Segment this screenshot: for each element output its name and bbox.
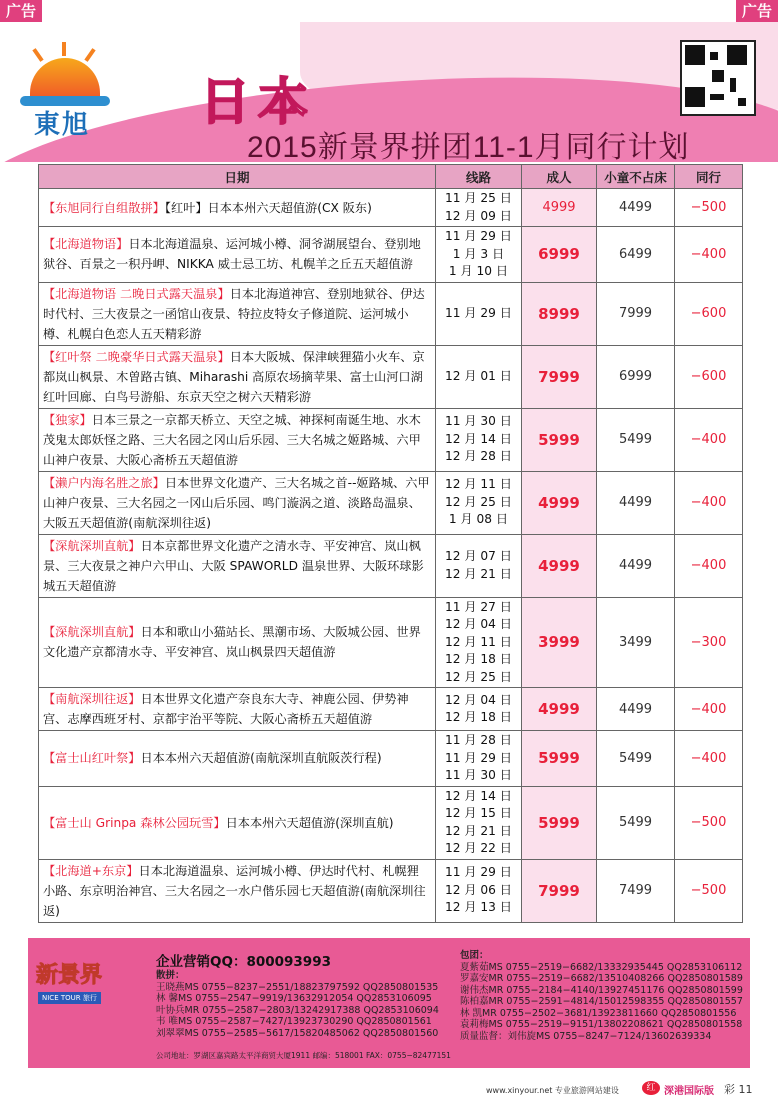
departure-date: 12 月 15 日 — [444, 806, 512, 820]
contact-line: 王晓燕MS 0755−8237−2551/18823797592 QQ2850801535 — [156, 981, 439, 993]
sanpin-contacts — [156, 970, 439, 1039]
route-tag: 【北海道物语 二晚日式露天温泉】 — [43, 286, 230, 301]
departure-date: 12 月 01 日 — [444, 368, 512, 383]
sun-icon — [30, 58, 100, 98]
child-price: 4499 — [597, 534, 675, 597]
departure-dates — [436, 731, 522, 787]
baotuan-contacts — [460, 950, 743, 1042]
route-text: 【红叶】日本本州六天超值游(CX 阪东) — [164, 200, 372, 215]
departure-date: 12 月 21 日 — [444, 566, 512, 581]
route-text: 日本世界文化遗产、三大名城之首--姬路城、六甲山神户夜景、三大名园之一冈山后乐园、鸣门漩涡之道、淡路岛温泉、大阪五天超值游(南航深圳往返) — [43, 475, 430, 530]
departure-date: 11 月 29 日 — [444, 750, 512, 765]
route-tag: 【深航深圳直航】 — [43, 538, 141, 553]
route-description — [39, 345, 436, 408]
adult-price: 4999 — [522, 189, 597, 227]
route-description — [39, 227, 436, 283]
route-description — [39, 189, 436, 227]
departure-date: 12 月 13 日 — [444, 900, 512, 915]
sun-ray — [62, 42, 66, 56]
departure-dates — [436, 688, 522, 731]
adult-price: 6999 — [522, 227, 597, 283]
sanpin-title: 散拼： — [156, 970, 185, 981]
departure-dates — [436, 859, 522, 922]
peer-discount: −500 — [675, 786, 743, 859]
adult-price: 5999 — [522, 408, 597, 471]
table-header-row — [39, 165, 743, 189]
route-description — [39, 731, 436, 787]
child-price: 5499 — [597, 731, 675, 787]
peer-discount: −400 — [675, 534, 743, 597]
departure-date: 12 月 06 日 — [444, 882, 512, 897]
departure-dates — [436, 282, 522, 345]
adult-price: 8999 — [522, 282, 597, 345]
departure-dates — [436, 227, 522, 283]
departure-date: 12 月 09 日 — [444, 208, 512, 223]
departure-date: 1 月 08 日 — [448, 512, 509, 527]
peer-discount: −500 — [675, 859, 743, 922]
publication-name: 深港国际版 — [664, 1086, 714, 1097]
departure-date: 12 月 07 日 — [444, 549, 512, 563]
ad-tag-left: 广告 — [0, 0, 42, 22]
table-row — [39, 786, 743, 859]
adult-price: 7999 — [522, 859, 597, 922]
route-tag: 【富士山 Grinpa 森林公园玩雪】 — [43, 815, 226, 830]
child-price: 4499 — [597, 189, 675, 227]
departure-date: 12 月 18 日 — [444, 710, 512, 724]
route-text: 日本三景之一京都天桥立、天空之城、神探柯南诞生地、水木茂鬼太郎妖怪之路、三大名园之冈山后乐园、三大名城之姬路城、六甲山神户夜景、大阪心斋桥五天超值游 — [43, 412, 421, 467]
adult-price: 7999 — [522, 345, 597, 408]
child-price: 6999 — [597, 345, 675, 408]
footer-panel — [28, 938, 750, 1068]
adult-price: 4999 — [522, 471, 597, 534]
brand-logo — [36, 958, 130, 1008]
route-tag: 【东旭同行自组散拼】 — [43, 200, 165, 215]
departure-date: 11 月 27 日 — [444, 599, 512, 614]
departure-date: 12 月 28 日 — [444, 449, 512, 464]
page-title: 日本 — [200, 72, 316, 131]
table-row — [39, 688, 743, 731]
route-description — [39, 859, 436, 922]
logo-text: 東旭 — [34, 110, 91, 140]
header-banner — [0, 22, 778, 162]
itinerary-table — [38, 164, 743, 923]
adult-price: 5999 — [522, 731, 597, 787]
departure-date: 12 月 25 日 — [444, 494, 512, 509]
contact-line: 夏紫茹MS 0755−2519−6682/13332935445 QQ2853106112 — [460, 961, 743, 973]
contact-line: 林 凯MR 0755−2502−3681/13923811660 QQ2850801556 — [460, 1007, 737, 1019]
contact-line: 谢伟杰MR 0755−2184−4140/13927451176 QQ2850801599 — [460, 984, 743, 996]
route-text: 日本大阪城、保津峡狸猫小火车、京都岚山枫景、木曽路古镇、Miharashi 高原农场摘苹果、富士山河口湖红叶回廊、白鸟号游船、东京天空之树六天精彩游 — [43, 349, 425, 404]
route-description — [39, 408, 436, 471]
child-price: 6499 — [597, 227, 675, 283]
departure-date: 12 月 04 日 — [444, 692, 512, 707]
child-price: 4499 — [597, 471, 675, 534]
route-text: 日本世界文化遗产奈良东大寺、神鹿公园、伊势神宫、志摩西班牙村、京都宇治平等院、大阪心斋桥五天超值游 — [43, 692, 409, 726]
route-description — [39, 534, 436, 597]
departure-date: 11 月 28 日 — [444, 733, 512, 747]
company-logo — [14, 52, 134, 142]
departure-date: 12 月 11 日 — [444, 477, 512, 492]
departure-date: 12 月 22 日 — [444, 841, 512, 855]
route-text: 日本本州六天超值游(南航深圳直航阪茨行程) — [140, 751, 382, 766]
child-price: 5499 — [597, 786, 675, 859]
table-row — [39, 859, 743, 922]
adult-price: 3999 — [522, 597, 597, 688]
departure-dates — [436, 597, 522, 688]
departure-date: 12 月 21 日 — [444, 823, 512, 838]
departure-date: 12 月 14 日 — [444, 788, 512, 803]
table-body — [39, 189, 743, 923]
departure-date: 11 月 29 日 — [444, 305, 512, 320]
page-footer-bar — [0, 1076, 778, 1100]
departure-date: 12 月 14 日 — [444, 431, 512, 446]
departure-date: 11 月 30 日 — [444, 414, 512, 429]
route-text: 日本北海道温泉、运河城小樽、洞爷湖展望台、登别地狱谷、百景之一积丹岬、NIKKA 威士忌工坊、札幌羊之丘五天超值游 — [43, 237, 421, 272]
contact-line: 罗嘉安MR 0755−2519−6682/13510408266 QQ2850801589 — [460, 973, 743, 984]
departure-date: 11 月 29 日 — [444, 865, 512, 880]
route-text: 日本北海道神宫、登别地狱谷、伊达时代村、三大夜景之一函馆山夜景、特拉皮特女子修道院、运河城小樽、札幌白色恋人五天精彩游 — [43, 286, 425, 341]
child-price: 3499 — [597, 597, 675, 688]
table-row — [39, 731, 743, 787]
route-text: 日本北海道温泉、运河城小樽、伊达时代村、札幌狸小路、东京明治神宫、三大名园之一水户偕乐园七天超值游(南航深圳往返) — [43, 863, 426, 918]
brand-logo-sub: NICE TOUR 旅行 — [38, 992, 101, 1004]
departure-date: 12 月 18 日 — [444, 652, 512, 666]
sun-ray — [32, 48, 43, 62]
header-peer: 同行 — [675, 165, 743, 189]
peer-discount: −400 — [675, 731, 743, 787]
brand-logo-text: 新景界 — [36, 962, 103, 988]
route-description — [39, 688, 436, 731]
route-tag: 【北海道物语】 — [43, 237, 129, 252]
adult-price: 5999 — [522, 786, 597, 859]
table-row — [39, 189, 743, 227]
child-price: 5499 — [597, 408, 675, 471]
peer-discount: −400 — [675, 471, 743, 534]
route-text: 日本京都世界文化遗产之清水寺、平安神宫、岚山枫景、三大夜景之神户六甲山、大阪 SPAWORLD 温泉世界、大阪环球影城五天超值游 — [43, 538, 424, 593]
website-url[interactable]: www.xinyour.net 专业旅游网站建设 — [486, 1086, 619, 1095]
header-date: 日期 — [39, 165, 436, 189]
departure-dates — [436, 786, 522, 859]
peer-discount: −600 — [675, 282, 743, 345]
peer-discount: −500 — [675, 189, 743, 227]
peer-discount: −300 — [675, 597, 743, 688]
header-child: 小童不占床 — [597, 165, 675, 189]
route-text: 日本和歌山小猫站长、黑潮市场、大阪城公园、世界文化遗产京都清水寺、平安神宫、岚山枫景四天超值游 — [43, 625, 421, 660]
table-row — [39, 345, 743, 408]
contact-line: 林 馨MS 0755−2547−9919/13632912054 QQ2853106095 — [156, 993, 432, 1004]
child-price: 7999 — [597, 282, 675, 345]
child-price: 4499 — [597, 688, 675, 731]
table-row — [39, 471, 743, 534]
contact-line: 陈柏嘉MR 0755−2591−4814/15012598355 QQ2850801557 — [460, 996, 743, 1007]
departure-dates — [436, 471, 522, 534]
route-description — [39, 786, 436, 859]
route-tag: 【北海道+东京】 — [43, 863, 139, 878]
route-description — [39, 282, 436, 345]
route-description — [39, 597, 436, 688]
publication-badge-icon: 红 — [642, 1081, 660, 1095]
departure-date: 1 月 3 日 — [452, 246, 505, 261]
page-number: 彩 11 — [724, 1083, 753, 1096]
contact-line: 质量监督：刘伟旋MS 0755−8247−7124/13602639334 — [460, 1030, 712, 1042]
ad-tag-right: 广告 — [736, 0, 778, 22]
marketing-qq: 企业营销QQ：800093993 — [156, 954, 331, 970]
contact-line: 刘翠翠MS 0755−2585−5617/15820485062 QQ2850801560 — [156, 1027, 439, 1039]
table-row — [39, 282, 743, 345]
peer-discount: −400 — [675, 688, 743, 731]
departure-date: 1 月 10 日 — [448, 264, 509, 278]
peer-discount: −600 — [675, 345, 743, 408]
departure-dates — [436, 345, 522, 408]
departure-date: 12 月 11 日 — [444, 634, 512, 649]
header-route: 线路 — [436, 165, 522, 189]
departure-date: 11 月 25 日 — [444, 191, 512, 205]
departure-dates — [436, 408, 522, 471]
peer-discount: −400 — [675, 408, 743, 471]
departure-dates — [436, 534, 522, 597]
route-tag: 【南航深圳往返】 — [43, 692, 141, 706]
child-price: 7499 — [597, 859, 675, 922]
route-description — [39, 471, 436, 534]
departure-dates — [436, 189, 522, 227]
route-tag: 【独家】 — [43, 412, 92, 427]
route-tag: 【富士山红叶祭】 — [43, 751, 141, 766]
departure-date: 12 月 25 日 — [444, 669, 512, 684]
contact-line: 韦 唯MS 0755−2587−7427/13923730290 QQ2850801561 — [156, 1016, 432, 1027]
table-row — [39, 227, 743, 283]
sun-ray — [84, 48, 95, 62]
route-tag: 【深航深圳直航】 — [43, 625, 141, 640]
company-address: 公司地址：罗湖区嘉宾路太平洋商贸大厦1911 邮编：518001 FAX：0755−82477151 — [156, 1051, 451, 1060]
departure-date: 12 月 04 日 — [444, 617, 512, 631]
page-subtitle: 2015新景界拼团11-1月同行计划 — [247, 131, 690, 162]
contact-line: 叶协兵MR 0755−2587−2803/13242917388 QQ2853106094 — [156, 1004, 439, 1016]
table-row — [39, 597, 743, 688]
adult-price: 4999 — [522, 534, 597, 597]
baotuan-title: 包团： — [460, 950, 489, 961]
peer-discount: −400 — [675, 227, 743, 283]
table-row — [39, 534, 743, 597]
qr-code-icon — [680, 40, 756, 116]
route-tag: 【濑户内海名胜之旅】 — [43, 475, 165, 490]
adult-price: 4999 — [522, 688, 597, 731]
departure-date: 11 月 29 日 — [444, 229, 512, 243]
header-adult: 成人 — [522, 165, 597, 189]
contact-line: 袁莉梅MS 0755−2519−9151/13802208621 QQ2850801558 — [460, 1019, 743, 1030]
route-text: 日本本州六天超值游(深圳直航) — [225, 815, 394, 830]
route-tag: 【红叶祭 二晚豪华日式露天温泉】 — [43, 349, 230, 364]
table-row — [39, 408, 743, 471]
departure-date: 11 月 30 日 — [444, 768, 512, 782]
